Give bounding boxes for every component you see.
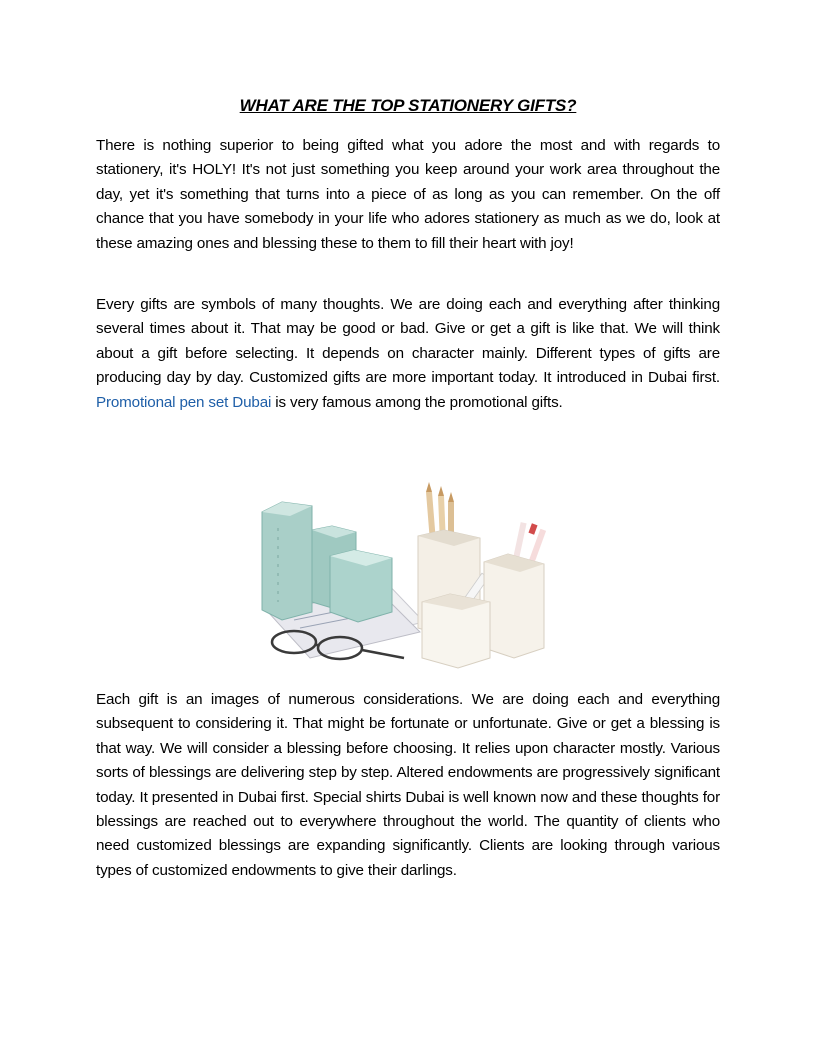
paragraph-gifts-text-end: is very famous among the promotional gifts. bbox=[271, 393, 563, 411]
pen-holders-photo-icon bbox=[254, 452, 564, 678]
paragraph-intro: There is nothing superior to being gifted what you adore the most and with regards to stationery, it's HOLY! It's not just something you keep around your work area throughout the day, yet it's something that turns into a piece of as long as you can remember. On the off chance that you have somebody in your life who adores stationery as much as we do, look at these amazing ones and blessing these to them to fill their heart with joy! bbox=[96, 137, 720, 252]
paragraph-blessings: Each gift is an images of numerous considerations. We are doing each and everything subsequent to considering it. That might be fortunate or unfortunate. Give or get a blessing is that way. We will consider a blessing before choosing. It relies upon character mostly. Various sorts of blessings are delivering step by step. Altered endowments are progressively significant today. It presented in Dubai first. Special shirts Dubai is well known now and these thoughts for blessings are reached out to everywhere throughout the world. The quantity of clients who need customized blessings are expanding significantly. Clients are looking through various types of customized endowments to give their darlings. bbox=[96, 691, 720, 879]
paragraph-gifts bbox=[96, 293, 720, 415]
page-title: WHAT ARE THE TOP STATIONERY GIFTS? bbox=[239, 96, 577, 115]
paragraph-gifts-text-start: Every gifts are symbols of many thoughts. We are doing each and everything after thinking several times about it. That may be good or bad. Give or get a gift is like that. We will think about a gift before selecting. It depends on character mainly. Different types of gifts are producing day by day. Customized gifts are more important today. It introduced in Dubai first. bbox=[96, 296, 720, 387]
promotional-pen-set-link[interactable]: Promotional pen set Dubai bbox=[96, 393, 272, 411]
